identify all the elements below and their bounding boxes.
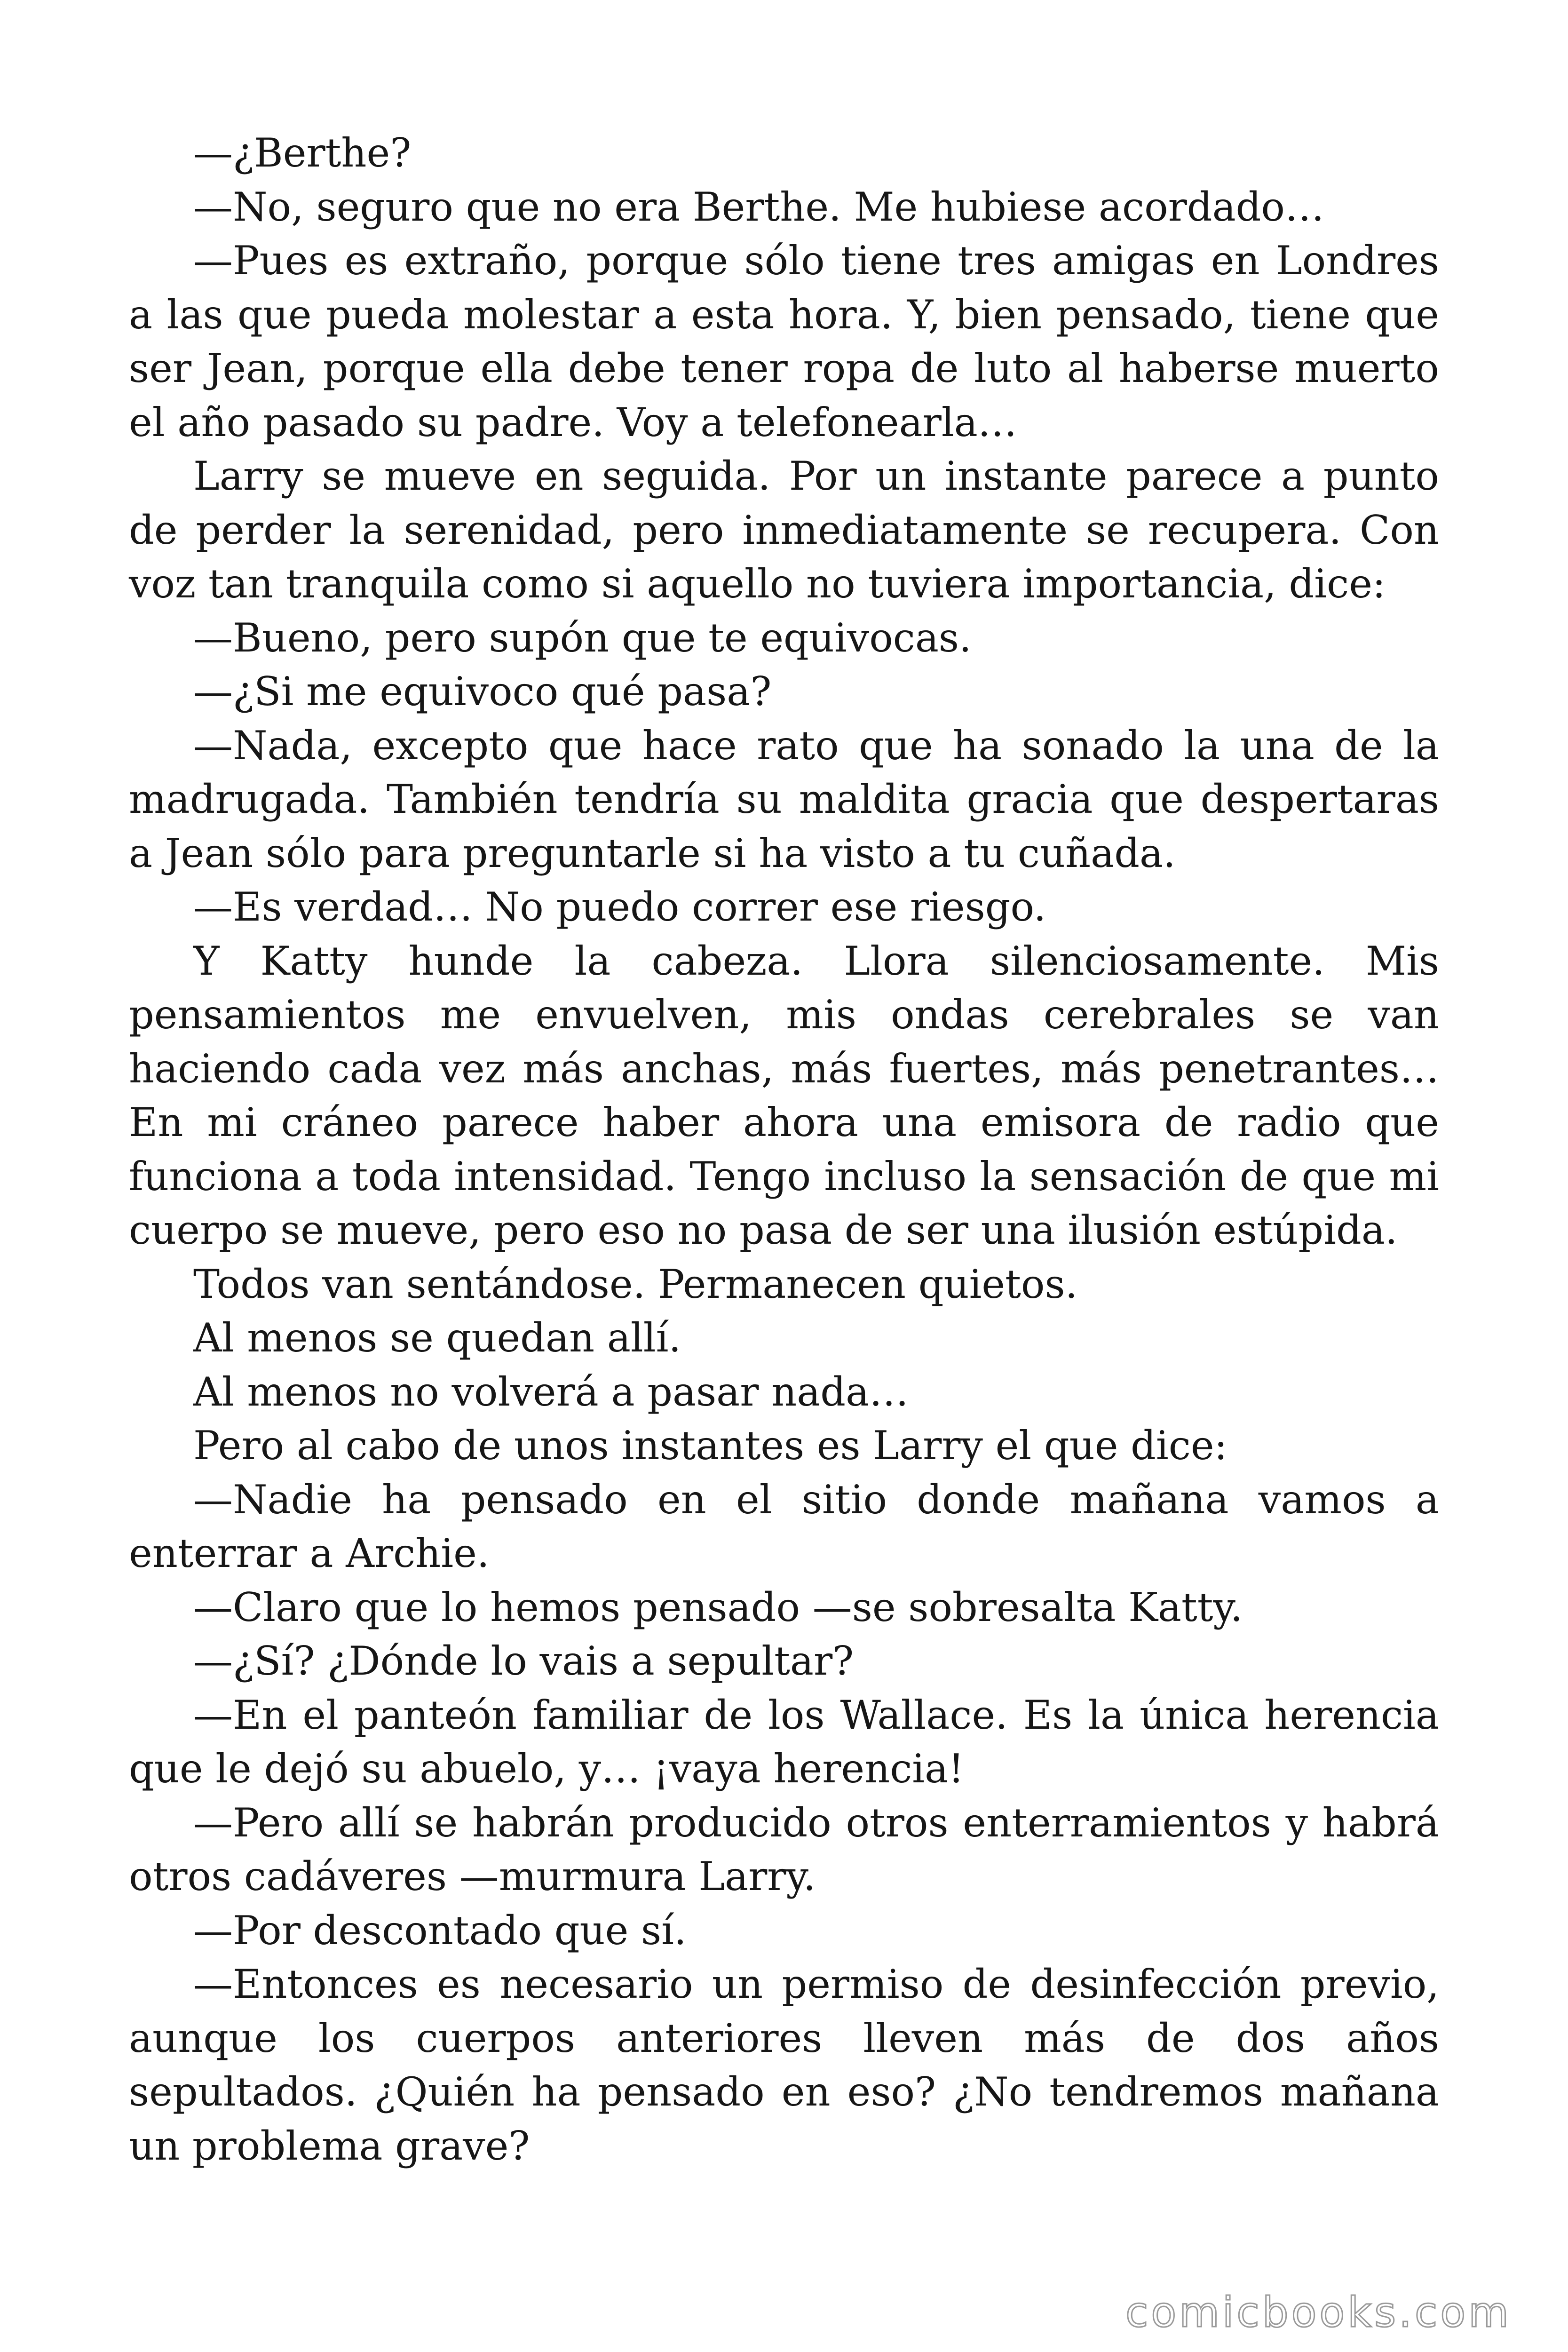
paragraph: Todos van sentándose. Permanecen quietos. <box>193 1261 1078 1307</box>
paragraph: —Por descontado que sí. <box>193 1907 687 1954</box>
paragraph: —Nada, excepto que hace rato que ha sonado la una de la madrugada. También tendría su maldita gracia que despertaras a Jean sólo para preguntarle si ha visto a tu cuñada. <box>129 722 1439 876</box>
paragraph: —Pero allí se habrán producido otros enterramientos y habrá otros cadáveres —murmura Larry. <box>129 1799 1439 1899</box>
paragraph: —Bueno, pero supón que te equivocas. <box>193 614 972 661</box>
paragraph: —Pues es extraño, porque sólo tiene tres amigas en Londres a las que pueda molestar a esta hora. Y, bien pensado, tiene que ser Jean, porque ella debe tener ropa de luto al haberse muerto el año pasado su padre. Voy a telefonearla… <box>129 238 1439 445</box>
paragraph: —Es verdad… No puedo correr ese riesgo. <box>193 884 1046 930</box>
paragraph: —¿Sí? ¿Dónde lo vais a sepultar? <box>193 1638 854 1684</box>
paragraph: —¿Berthe? <box>193 130 412 176</box>
paragraph: —Entonces es necesario un permiso de desinfección previo, aunque los cuerpos anteriores lleven más de dos años sepultados. ¿Quién ha pensado en eso? ¿No tendremos mañana un problema grave? <box>129 1961 1439 2169</box>
paragraph: —En el panteón familiar de los Wallace. Es la única herencia que le dejó su abuelo, y… ¡vaya herencia! <box>129 1692 1439 1792</box>
paragraph: Larry se mueve en seguida. Por un instante parece a punto de perder la serenidad, pero inmediatamente se recupera. Con voz tan tranquila como si aquello no tuviera importancia, dice: <box>129 453 1439 607</box>
paragraph: Al menos se quedan allí. <box>193 1315 681 1361</box>
paragraph: —Nadie ha pensado en el sitio donde mañana vamos a enterrar a Archie. <box>129 1476 1439 1576</box>
paragraph: —Claro que lo hemos pensado —se sobresalta Katty. <box>193 1584 1243 1630</box>
paragraph: —¿Si me equivoco qué pasa? <box>193 668 772 715</box>
site-watermark: comicbooks.com <box>1125 2288 1512 2336</box>
paragraph: —No, seguro que no era Berthe. Me hubiese acordado… <box>193 183 1324 230</box>
paragraph: Y Katty hunde la cabeza. Llora silenciosamente. Mis pensamientos me envuelven, mis ondas cerebrales se van haciendo cada vez más anchas, más fuertes, más penetrantes… En mi cráneo parece haber ahora una emisora de radio que funciona a toda intensidad. Tengo incluso la sensación de que mi cuerpo se mueve, pero eso no pasa de ser una ilusión estúpida. <box>129 938 1439 1253</box>
paragraph: Pero al cabo de unos instantes es Larry el que dice: <box>193 1422 1227 1469</box>
paragraph: Al menos no volverá a pasar nada… <box>193 1368 909 1415</box>
page-body-text <box>129 126 1439 2173</box>
